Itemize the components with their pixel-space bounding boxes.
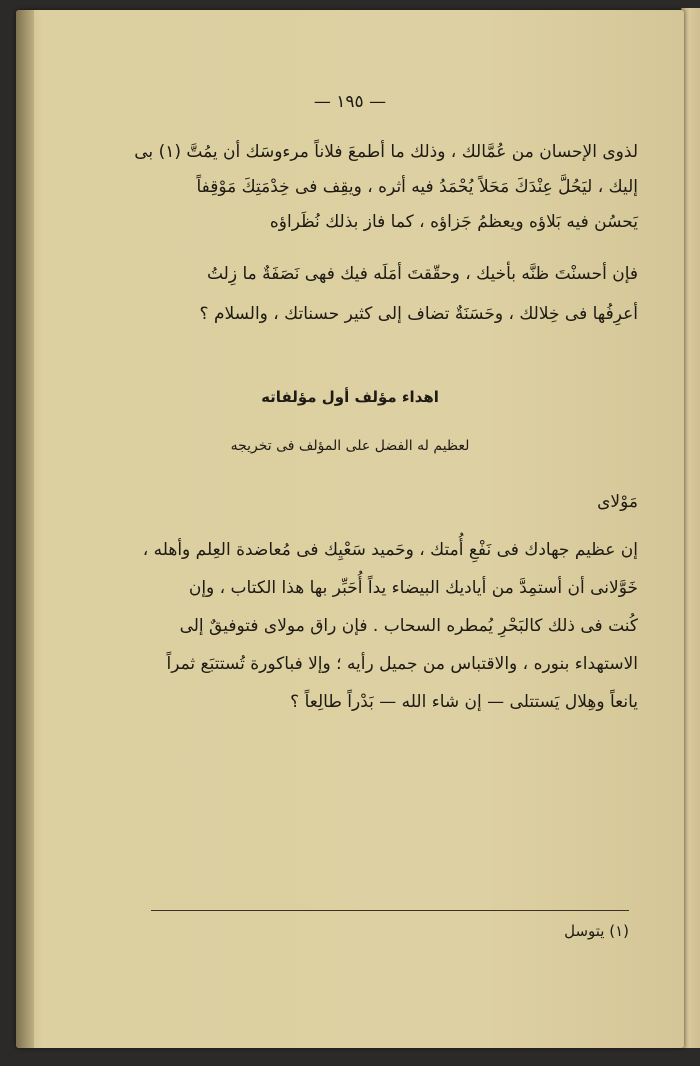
section-subheading: لعظيم له الفضل على المؤلف فى تخريجه (230, 438, 470, 454)
paragraph-3-line-2: خَوَّلانى أن أستمِدَّ من أياديك البيضاء يداً أُحَبِّر بها هذا الكتاب ، وإن (188, 578, 638, 598)
paragraph-1-line-3: يَحسُن فيه بَلاؤه ويعظمُ جَزاؤه ، كما فاز بذلك نُظَراؤه (269, 212, 638, 232)
book-page (16, 10, 684, 1048)
section-heading: اهداء مؤلف أول مؤلفاته (261, 388, 439, 406)
paragraph-2-line-1: فإن أحسنْتَ ظنَّه بأخيك ، وحقّقتَ أمَلَه فيك فهى نَصَفَةٌ ما زِلتُ (206, 264, 638, 284)
paragraph-1-line-1: لذوى الإحسان من عُمَّالك ، وذلك ما أطمعَ فلاناً مرءوسَك أن يمُتَّ (١) بى (134, 142, 638, 162)
salutation: مَوْلاى (597, 492, 638, 512)
page-number: — ١٩٥ — (313, 92, 387, 112)
footnote: (١) يتوسل (564, 922, 629, 940)
paragraph-1-line-2: إليك ، ليَحُلَّ عِنْدَكَ مَحَلاً يُحْمَدُ فيه أثره ، ويقِف فى خِدْمَتِكَ مَوْقِفاً (196, 177, 638, 197)
paragraph-3-line-1: إن عظيم جهادك فى نَفْعِ أُمتك ، وحَميد سَعْيِك فى مُعاضدة العِلم وأهله ، (142, 540, 638, 560)
paragraph-3-line-4: الاستهداء بنوره ، والاقتباس من جميل رأيه ؛ وإلا فباكورة تُستتبَع ثمراً (166, 654, 638, 674)
paragraph-3-line-5: يانعاً وهِلال يَستتلى — إن شاء الله — بَدْراً طالِعاً ؟ (290, 692, 638, 712)
page-gutter (16, 10, 34, 1048)
paragraph-3-line-3: كُنت فى ذلك كالبَحْرِ يُمطره السحاب . فإن راق مولاى فتوفيقٌ إلى (179, 616, 638, 636)
footnote-divider (151, 910, 629, 911)
paragraph-2-line-2: أعرِفُها فى خِلالك ، وحَسَنَةٌ تضاف إلى كثير حسناتك ، والسلام ؟ (199, 304, 638, 324)
